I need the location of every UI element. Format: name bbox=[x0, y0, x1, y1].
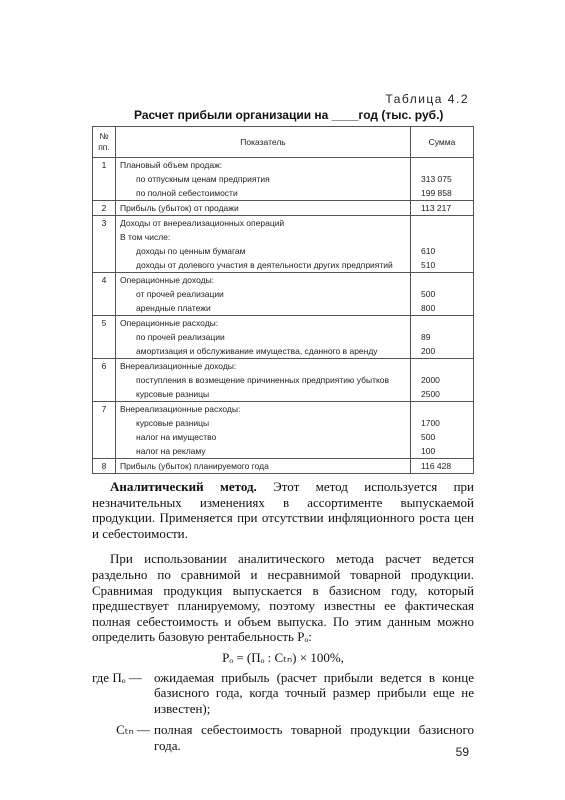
row-sum: 200 bbox=[411, 344, 474, 359]
table-row bbox=[93, 444, 474, 459]
method-text: Этот метод используется при незначительных изменениях в ассортименте выпускаемой продукции. Применяется при отсутствии инфляционного роста цен и себестоимости. bbox=[92, 479, 474, 541]
row-number: 4 bbox=[93, 273, 116, 288]
row-indicator: Доходы от внереализационных операций bbox=[116, 216, 411, 231]
page-number: 59 bbox=[455, 745, 469, 759]
body-text bbox=[92, 479, 474, 754]
row-indicator: по прочей реализации bbox=[116, 330, 411, 344]
row-indicator: налог на рекламу bbox=[116, 444, 411, 459]
table-body bbox=[93, 158, 474, 474]
table-row bbox=[93, 258, 474, 273]
row-number: 8 bbox=[93, 459, 116, 474]
row-sum: 610 bbox=[411, 244, 474, 258]
row-sum: 2500 bbox=[411, 387, 474, 402]
table-row bbox=[93, 273, 474, 288]
table-row bbox=[93, 301, 474, 316]
row-sum bbox=[411, 316, 474, 331]
row-indicator: налог на имущество bbox=[116, 430, 411, 444]
row-indicator: поступления в возмещение причиненных предприятию убытков bbox=[116, 373, 411, 387]
row-indicator: Внереализационные расходы: bbox=[116, 402, 411, 417]
table-row bbox=[93, 287, 474, 301]
row-number bbox=[93, 172, 116, 186]
row-indicator: курсовые разницы bbox=[116, 387, 411, 402]
table-header-row bbox=[93, 127, 474, 158]
paragraph-comparable-products: При использовании аналитического метода расчет ведется раздельно по сравнимой и несравнимой товарной продукции. Сравнимая продукция выпускается в базисном году, который предшествует планируемому, поэтому известны ее фактическая полная себестоимость и объем выпуска. По этим данным можно определить базовую рентабельность Pₒ: bbox=[92, 551, 474, 645]
row-number: 3 bbox=[93, 216, 116, 231]
definition-label: Cₜₙ — bbox=[116, 722, 150, 738]
row-number: 5 bbox=[93, 316, 116, 331]
row-sum: 89 bbox=[411, 330, 474, 344]
row-indicator: доходы по ценным бумагам bbox=[116, 244, 411, 258]
row-indicator: по полной себестоимости bbox=[116, 186, 411, 201]
row-indicator: Плановый объем продаж: bbox=[116, 158, 411, 173]
row-sum bbox=[411, 216, 474, 231]
table-row bbox=[93, 230, 474, 244]
table-number: Таблица 4.2 bbox=[385, 92, 469, 106]
table-row bbox=[93, 330, 474, 344]
row-number bbox=[93, 430, 116, 444]
row-number bbox=[93, 258, 116, 273]
row-indicator: по отпускным ценам предприятия bbox=[116, 172, 411, 186]
row-number: 7 bbox=[93, 402, 116, 417]
row-sum: 313 075 bbox=[411, 172, 474, 186]
table-row bbox=[93, 373, 474, 387]
row-number bbox=[93, 230, 116, 244]
definition-profit bbox=[92, 670, 474, 717]
row-indicator: амортизация и обслуживание имущества, сданного в аренду bbox=[116, 344, 411, 359]
header-indicator: Показатель bbox=[116, 127, 411, 158]
definition-text: ожидаемая прибыль (расчет прибыли ведется в конце базисного года, когда точный размер прибыли еще не известен); bbox=[154, 669, 474, 716]
table-row bbox=[93, 186, 474, 201]
row-indicator: доходы от долевого участия в деятельности других предприятий bbox=[116, 258, 411, 273]
table-row bbox=[93, 172, 474, 186]
row-sum: 800 bbox=[411, 301, 474, 316]
row-sum: 100 bbox=[411, 444, 474, 459]
row-indicator: Прибыль (убыток) от продажи bbox=[116, 201, 411, 216]
row-sum: 113 217 bbox=[411, 201, 474, 216]
row-sum: 1700 bbox=[411, 416, 474, 430]
paragraph-analytic-method bbox=[92, 479, 474, 541]
table-row bbox=[93, 344, 474, 359]
row-sum bbox=[411, 230, 474, 244]
header-number: № пп. bbox=[93, 127, 116, 158]
row-number bbox=[93, 287, 116, 301]
profitability-formula: Pₒ = (Пₒ : Cₜₙ) × 100%, bbox=[222, 649, 344, 665]
row-number bbox=[93, 330, 116, 344]
row-indicator: от прочей реализации bbox=[116, 287, 411, 301]
row-number bbox=[93, 186, 116, 201]
row-indicator: В том числе: bbox=[116, 230, 411, 244]
table-row bbox=[93, 316, 474, 331]
row-number bbox=[93, 244, 116, 258]
table-row bbox=[93, 201, 474, 216]
row-number bbox=[93, 444, 116, 459]
row-indicator: Операционные доходы: bbox=[116, 273, 411, 288]
row-sum: 510 bbox=[411, 258, 474, 273]
definition-cost bbox=[92, 722, 474, 753]
row-number: 1 bbox=[93, 158, 116, 173]
row-sum: 199 858 bbox=[411, 186, 474, 201]
row-indicator: Прибыль (убыток) планируемого года bbox=[116, 459, 411, 474]
row-number bbox=[93, 416, 116, 430]
table-row bbox=[93, 430, 474, 444]
row-indicator: курсовые разницы bbox=[116, 416, 411, 430]
row-sum bbox=[411, 359, 474, 374]
table-row bbox=[93, 459, 474, 474]
row-indicator: арендные платежи bbox=[116, 301, 411, 316]
row-number: 2 bbox=[93, 201, 116, 216]
table-row bbox=[93, 402, 474, 417]
table-title: Расчет прибыли организации на ____год (тыс. руб.) bbox=[134, 108, 444, 122]
row-number bbox=[93, 373, 116, 387]
row-sum: 500 bbox=[411, 430, 474, 444]
row-number bbox=[93, 301, 116, 316]
table-row bbox=[93, 244, 474, 258]
table-row bbox=[93, 387, 474, 402]
row-number bbox=[93, 344, 116, 359]
row-sum: 500 bbox=[411, 287, 474, 301]
table-row bbox=[93, 359, 474, 374]
table-row bbox=[93, 158, 474, 173]
definition-label: где Пₒ — bbox=[92, 669, 142, 685]
profit-table bbox=[92, 126, 474, 474]
row-sum: 116 428 bbox=[411, 459, 474, 474]
row-sum bbox=[411, 273, 474, 288]
row-number bbox=[93, 387, 116, 402]
method-lead: Аналитический метод. bbox=[110, 479, 257, 494]
table-row bbox=[93, 416, 474, 430]
definition-text: полная себестоимость товарной продукции базисного года. bbox=[154, 722, 474, 753]
row-number: 6 bbox=[93, 359, 116, 374]
row-sum bbox=[411, 402, 474, 417]
row-indicator: Внереализационные доходы: bbox=[116, 359, 411, 374]
row-indicator: Операционные расходы: bbox=[116, 316, 411, 331]
row-sum bbox=[411, 158, 474, 173]
header-sum: Сумма bbox=[411, 127, 474, 158]
row-sum: 2000 bbox=[411, 373, 474, 387]
table-row bbox=[93, 216, 474, 231]
